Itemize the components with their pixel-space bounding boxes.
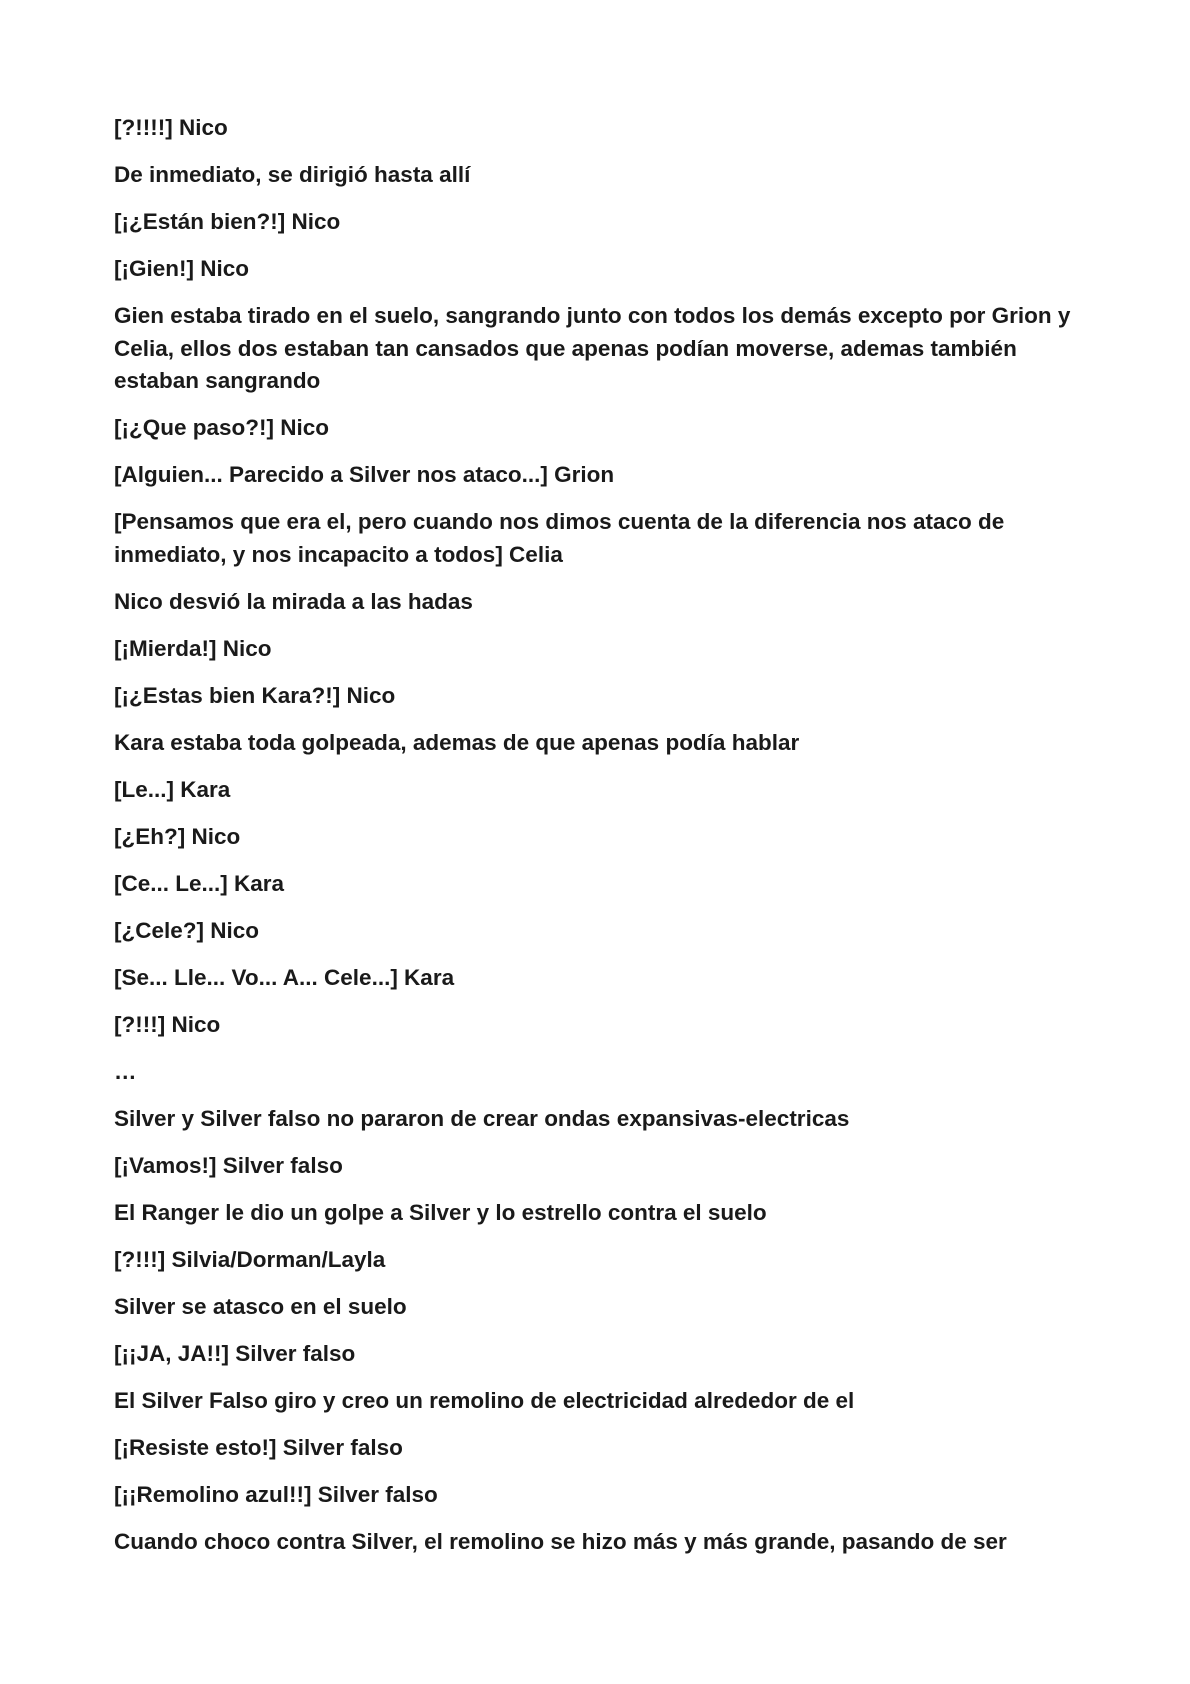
paragraph: Gien estaba tirado en el suelo, sangrando junto con todos los demás excepto por Grion y Celia, ellos dos estaban tan cansados que apenas podían moverse, ademas también estaban sangrando [114,303,1071,393]
paragraph: Silver y Silver falso no pararon de crear ondas expansivas-electricas [114,1105,850,1131]
paragraph: [Ce... Le...] Kara [114,870,285,896]
paragraph: [¡¡Remolino azul!!] Silver falso [114,1481,438,1507]
paragraph: [¿Cele?] Nico [114,917,260,943]
paragraph: [¿Eh?] Nico [114,823,241,849]
paragraph: [¡¡JA, JA!!] Silver falso [114,1340,356,1366]
scene-break: … [114,1058,137,1084]
paragraph: [¡Resiste esto!] Silver falso [114,1434,403,1460]
paragraph: [¡¿Estas bien Kara?!] Nico [114,682,396,708]
paragraph: Silver se atasco en el suelo [114,1293,407,1319]
paragraph: [Alguien... Parecido a Silver nos ataco...] Grion [114,462,615,487]
paragraph: El Silver Falso giro y creo un remolino de electricidad alrededor de el [114,1387,855,1413]
paragraph: [?!!!] Silvia/Dorman/Layla [114,1246,386,1272]
paragraph: [¡¿Están bien?!] Nico [114,209,341,234]
paragraph: De inmediato, se dirigió hasta allí [114,162,471,187]
paragraph: [Se... Lle... Vo... A... Cele...] Kara [114,964,455,990]
document-body [114,112,1084,1573]
paragraph: Nico desvió la mirada a las hadas [114,588,473,614]
paragraph: El Ranger le dio un golpe a Silver y lo estrello contra el suelo [114,1199,767,1225]
paragraph: [¡Vamos!] Silver falso [114,1152,343,1178]
paragraph: Kara estaba toda golpeada, ademas de que apenas podía hablar [114,729,800,755]
paragraph: [?!!!] Nico [114,1011,221,1037]
paragraph: Cuando choco contra Silver, el remolino se hizo más y más grande, pasando de ser [114,1528,1007,1554]
paragraph: [?!!!!] Nico [114,115,228,140]
paragraph: [Pensamos que era el, pero cuando nos dimos cuenta de la diferencia nos ataco de inmediato, y nos incapacito a todos] Celia [114,509,1005,567]
paragraph: [Le...] Kara [114,776,231,802]
paragraph: [¡¿Que paso?!] Nico [114,415,329,440]
paragraph: [¡Mierda!] Nico [114,635,272,661]
paragraph: [¡Gien!] Nico [114,256,249,281]
